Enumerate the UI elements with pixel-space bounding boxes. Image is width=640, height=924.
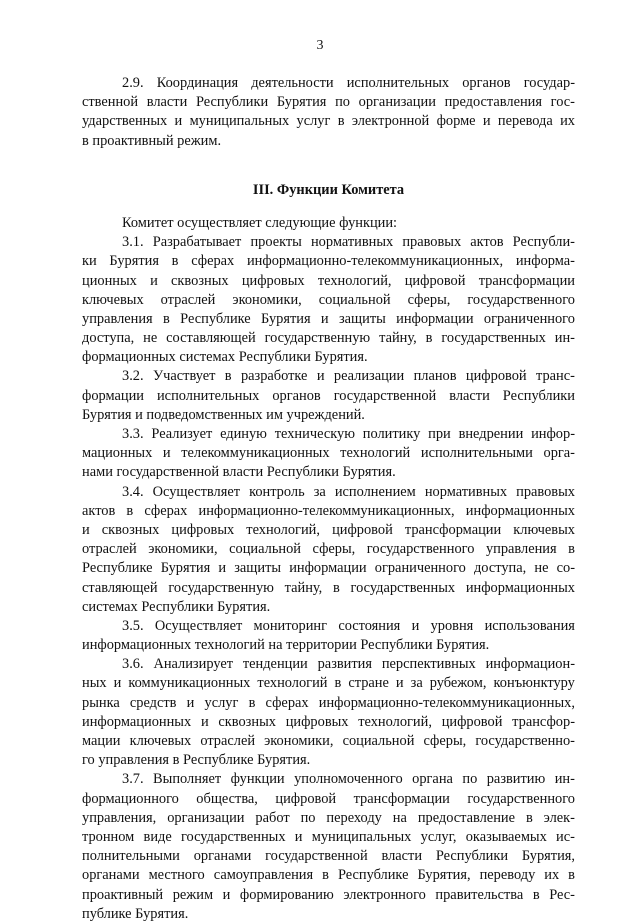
- text-line: ных и коммуникационных технологий в стране и за рубежом, конъюнктуру: [82, 675, 575, 692]
- text-line: формационного общества, цифровой трансформации государственного: [82, 790, 575, 807]
- section-heading: III. Функции Комитета: [252, 181, 405, 198]
- text-line: 3.2. Участвует в разработке и реализации планов цифровой транс-: [122, 368, 575, 385]
- spacer: [82, 151, 575, 181]
- text-line: проактивный режим и формированию электронного правительства в Рес-: [82, 886, 575, 903]
- text-line: рынка средств и услуг в сферах информационно-телекоммуникационных,: [82, 694, 575, 711]
- text-line: публике Бурятия.: [82, 905, 189, 922]
- text-line: формационных системах Республики Бурятия.: [82, 349, 368, 366]
- text-line: тронном виде государственных и муниципальных услуг, оказываемых ис-: [82, 828, 575, 845]
- text-line: Бурятия и подведомственных им учреждений.: [82, 406, 365, 423]
- text-line: отраслей экономики, социальной сферы, государственного управления в: [82, 541, 575, 558]
- text-line: нами государственной власти Республики Бурятия.: [82, 464, 396, 481]
- text-line: информационных и сквозных цифровых технологий, цифровой трансфор-: [82, 713, 575, 730]
- text-line: 2.9. Координация деятельности исполнительных органов государ-: [122, 75, 575, 91]
- text-line: ключевых отраслей экономики, социальной сферы, государственного: [82, 291, 575, 308]
- paragraph-p35: [82, 617, 575, 655]
- paragraph-p37: [82, 770, 575, 924]
- paragraph-p36: [82, 655, 575, 770]
- paragraph-p33: [82, 425, 575, 483]
- text-line: управления, организации работ по переходу на предоставление в элек-: [82, 809, 575, 826]
- text-line: 3.7. Выполняет функции уполномоченного органа по развитию ин-: [122, 771, 575, 788]
- text-line: 3.4. Осуществляет контроль за исполнением нормативных правовых: [122, 483, 575, 500]
- text-line: информационных технологий на территории Республики Бурятия.: [82, 637, 490, 654]
- text-line: актов в сферах информационно-телекоммуникационных, информационных: [82, 502, 575, 519]
- paragraph-p29: [82, 74, 575, 151]
- text-line: ударственных и муниципальных услуг в электронной форме и перевода их: [82, 113, 575, 130]
- text-line: 3.1. Разрабатывает проекты нормативных правовых актов Республи-: [122, 234, 575, 251]
- page-number: 3: [316, 38, 324, 53]
- text-line: Республике Бурятия и защиты информации ограниченного доступа, не со-: [82, 560, 575, 577]
- text-line: ставляющей государственную тайну, в государственных информационных: [82, 579, 575, 596]
- text-line: в проактивный режим.: [82, 132, 222, 149]
- paragraph-p31: [82, 233, 575, 367]
- text-line: системах Республики Бурятия.: [82, 598, 271, 615]
- text-line: 3.3. Реализует единую техническую политику при внедрении инфор-: [122, 426, 575, 442]
- text-line: ки Бурятия в сферах информационно-телекоммуникационных, информа-: [82, 253, 575, 270]
- spacer: [82, 200, 575, 214]
- document-body: [82, 74, 575, 924]
- text-line: мационных и телекоммуникационных технологий исполнительными орга-: [82, 445, 575, 462]
- text-line: доступа, не составляющей государственную тайну, в государственных ин-: [82, 330, 575, 347]
- text-line: полнительными органами государственной власти Республики Бурятия,: [82, 848, 575, 865]
- paragraph-intro: [82, 214, 575, 233]
- text-line: го управления в Республике Бурятия.: [82, 752, 311, 769]
- text-line: Комитет осуществляет следующие функции:: [122, 214, 398, 231]
- text-line: мации ключевых отраслей экономики, социальной сферы, государственно-: [82, 733, 575, 749]
- text-line: ционных и сквозных цифровых технологий, цифровой трансформации: [82, 272, 575, 289]
- text-line: управления в Республике Бурятия и защиты информации ограниченного: [82, 310, 575, 327]
- text-line: и сквозных цифровых технологий, цифровой трансформации ключевых: [82, 521, 575, 538]
- text-line: органами местного самоуправления в Республике Бурятия, переводу их в: [82, 867, 575, 884]
- paragraph-p32: [82, 367, 575, 425]
- text-line: ственной власти Республики Бурятия по организации предоставления гос-: [82, 94, 575, 111]
- text-line: формации исполнительных органов государственной власти Республики: [82, 387, 575, 404]
- paragraph-p34: [82, 483, 575, 617]
- text-line: 3.5. Осуществляет мониторинг состояния и уровня использования: [122, 617, 575, 634]
- text-line: 3.6. Анализирует тенденции развития перспективных информацион-: [122, 656, 575, 673]
